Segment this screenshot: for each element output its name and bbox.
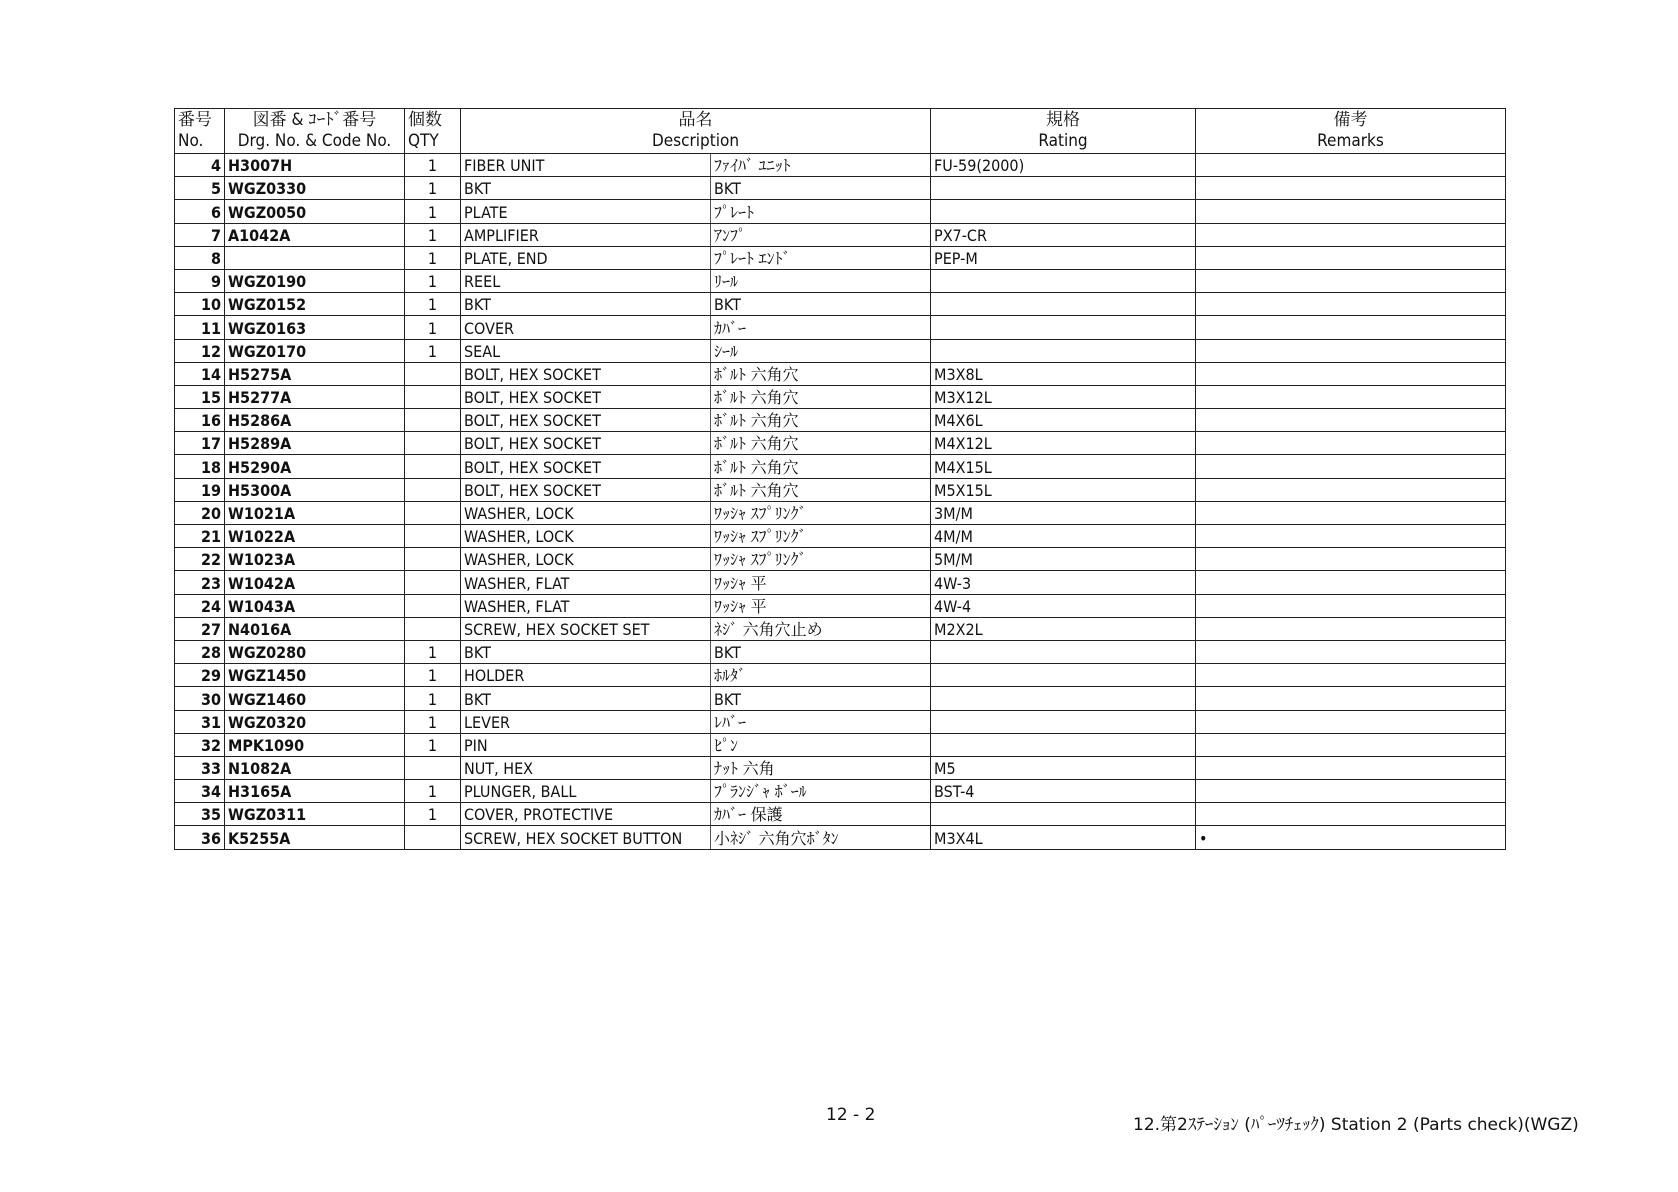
cell-description-jp: ﾎﾙﾀﾞ [711,664,931,687]
cell-description-jp: BKT [711,640,931,663]
cell-qty: 1 [405,710,461,733]
header-qty [405,109,461,154]
cell-rating: M4X12L [931,432,1196,455]
cell-description-en: COVER, PROTECTIVE [461,803,711,826]
cell-rating [931,803,1196,826]
cell-remarks [1196,780,1506,803]
cell-qty: 1 [405,154,461,177]
cell-no: 9 [175,269,225,292]
table-row [175,269,1506,292]
cell-description-jp: ﾜｯｼｬ 平 [711,594,931,617]
table-row [175,640,1506,663]
cell-qty: 1 [405,177,461,200]
cell-remarks [1196,594,1506,617]
cell-no: 5 [175,177,225,200]
cell-code: W1043A [225,594,405,617]
cell-description-en: SEAL [461,339,711,362]
cell-description-en: SCREW, HEX SOCKET SET [461,617,711,640]
cell-qty [405,385,461,408]
table-row [175,409,1506,432]
cell-code: H3007H [225,154,405,177]
header-remarks-jp: 備考 [1333,110,1368,130]
cell-description-jp: ｱﾝﾌﾟ [711,223,931,246]
cell-rating: PX7-CR [931,223,1196,246]
cell-qty [405,594,461,617]
cell-rating: FU-59(2000) [931,154,1196,177]
section-title: 12.第2ｽﾃｰｼｮﾝ (ﾊﾟｰﾂﾁｪｯｸ) Station 2 (Parts check)(WGZ) [1133,1115,1579,1135]
cell-remarks [1196,571,1506,594]
cell-rating [931,339,1196,362]
cell-code [225,246,405,269]
cell-description-en: REEL [461,269,711,292]
header-qty-en: QTY [408,131,439,151]
cell-description-en: BOLT, HEX SOCKET [461,362,711,385]
cell-no: 22 [175,548,225,571]
cell-qty: 1 [405,246,461,269]
cell-description-en: WASHER, FLAT [461,571,711,594]
cell-description-jp: ﾎﾞﾙﾄ 六角穴 [711,432,931,455]
table-row [175,223,1506,246]
parts-list-sheet [174,108,1506,850]
cell-qty: 1 [405,316,461,339]
cell-no: 19 [175,478,225,501]
table-row [175,293,1506,316]
table-row [175,617,1506,640]
cell-description-en: PLATE, END [461,246,711,269]
cell-no: 12 [175,339,225,362]
cell-description-jp: ﾈｼﾞ 六角穴止め [711,617,931,640]
cell-no: 24 [175,594,225,617]
cell-no: 10 [175,293,225,316]
cell-code: WGZ0330 [225,177,405,200]
cell-no: 15 [175,385,225,408]
cell-description-en: BOLT, HEX SOCKET [461,409,711,432]
cell-description-jp: ﾜｯｼｬ ｽﾌﾟﾘﾝｸﾞ [711,525,931,548]
cell-rating [931,293,1196,316]
cell-code: N1082A [225,756,405,779]
cell-remarks [1196,548,1506,571]
cell-code: H5300A [225,478,405,501]
cell-no: 28 [175,640,225,663]
cell-code: W1022A [225,525,405,548]
table-row [175,548,1506,571]
cell-description-jp: ﾌﾟﾚｰﾄ [711,200,931,223]
cell-rating [931,269,1196,292]
cell-rating: M5 [931,756,1196,779]
parts-table-body [175,154,1506,850]
table-header-row [175,109,1506,154]
table-row [175,803,1506,826]
cell-qty: 1 [405,339,461,362]
cell-rating: 4W-3 [931,571,1196,594]
table-row [175,455,1506,478]
cell-qty [405,548,461,571]
cell-description-en: WASHER, FLAT [461,594,711,617]
cell-code: N4016A [225,617,405,640]
table-row [175,177,1506,200]
cell-remarks [1196,293,1506,316]
cell-description-jp: ﾎﾞﾙﾄ 六角穴 [711,409,931,432]
cell-rating: 4M/M [931,525,1196,548]
cell-description-en: PLATE [461,200,711,223]
cell-remarks [1196,478,1506,501]
cell-remarks [1196,409,1506,432]
table-row [175,733,1506,756]
cell-description-en: NUT, HEX [461,756,711,779]
cell-remarks [1196,316,1506,339]
cell-description-en: FIBER UNIT [461,154,711,177]
cell-rating [931,177,1196,200]
cell-description-jp: ﾎﾞﾙﾄ 六角穴 [711,478,931,501]
cell-remarks [1196,501,1506,524]
cell-description-jp: 小ﾈｼﾞ 六角穴ﾎﾞﾀﾝ [711,826,931,849]
cell-rating [931,200,1196,223]
cell-code: WGZ0152 [225,293,405,316]
cell-description-jp: ﾎﾞﾙﾄ 六角穴 [711,362,931,385]
table-row [175,826,1506,849]
cell-description-jp: ﾎﾞﾙﾄ 六角穴 [711,455,931,478]
cell-description-jp: ﾜｯｼｬ ｽﾌﾟﾘﾝｸﾞ [711,548,931,571]
cell-description-jp: ﾌﾟﾚｰﾄ ｴﾝﾄﾞ [711,246,931,269]
cell-remarks [1196,339,1506,362]
cell-description-jp: ﾌｧｲﾊﾞ ﾕﾆｯﾄ [711,154,931,177]
table-row [175,478,1506,501]
cell-code: W1021A [225,501,405,524]
cell-remarks [1196,640,1506,663]
header-code-jp: 図番 & ｺｰﾄﾞ番号 [252,110,377,130]
cell-description-jp: ｶﾊﾞｰ 保護 [711,803,931,826]
table-row [175,710,1506,733]
cell-qty [405,478,461,501]
cell-no: 21 [175,525,225,548]
cell-no: 29 [175,664,225,687]
cell-qty: 1 [405,269,461,292]
header-no-jp: 番号 [178,110,212,130]
cell-remarks [1196,177,1506,200]
table-row [175,339,1506,362]
cell-remarks [1196,432,1506,455]
cell-rating [931,733,1196,756]
cell-rating: 3M/M [931,501,1196,524]
cell-description-en: SCREW, HEX SOCKET BUTTON [461,826,711,849]
cell-description-jp: BKT [711,687,931,710]
cell-description-en: PLUNGER, BALL [461,780,711,803]
cell-rating: M4X15L [931,455,1196,478]
cell-description-en: BKT [461,640,711,663]
table-row [175,501,1506,524]
cell-rating: M5X15L [931,478,1196,501]
cell-no: 34 [175,780,225,803]
cell-no: 36 [175,826,225,849]
cell-qty [405,501,461,524]
cell-qty: 1 [405,803,461,826]
cell-remarks [1196,455,1506,478]
cell-remarks [1196,385,1506,408]
cell-description-en: LEVER [461,710,711,733]
cell-code: MPK1090 [225,733,405,756]
cell-no: 11 [175,316,225,339]
cell-description-en: COVER [461,316,711,339]
cell-no: 31 [175,710,225,733]
cell-code: WGZ0170 [225,339,405,362]
table-row [175,362,1506,385]
cell-rating: 5M/M [931,548,1196,571]
cell-description-jp: ﾘｰﾙ [711,269,931,292]
cell-description-jp: ﾜｯｼｬ ｽﾌﾟﾘﾝｸﾞ [711,501,931,524]
cell-qty [405,362,461,385]
table-row [175,780,1506,803]
cell-code: W1042A [225,571,405,594]
cell-no: 4 [175,154,225,177]
cell-description-en: BOLT, HEX SOCKET [461,478,711,501]
cell-qty [405,409,461,432]
cell-qty: 1 [405,293,461,316]
cell-remarks [1196,525,1506,548]
cell-description-en: BOLT, HEX SOCKET [461,385,711,408]
table-row [175,385,1506,408]
header-no [175,109,225,154]
cell-description-jp: ﾌﾟﾗﾝｼﾞｬ ﾎﾞｰﾙ [711,780,931,803]
cell-description-jp: ｼｰﾙ [711,339,931,362]
cell-description-en: WASHER, LOCK [461,501,711,524]
header-rating-en: Rating [1038,131,1088,151]
cell-rating: M2X2L [931,617,1196,640]
cell-description-jp: ﾜｯｼｬ 平 [711,571,931,594]
cell-description-en: HOLDER [461,664,711,687]
cell-no: 8 [175,246,225,269]
cell-remarks [1196,687,1506,710]
cell-no: 6 [175,200,225,223]
cell-code: K5255A [225,826,405,849]
cell-rating [931,664,1196,687]
table-row [175,154,1506,177]
cell-code: H5290A [225,455,405,478]
cell-code: H5275A [225,362,405,385]
cell-description-en: AMPLIFIER [461,223,711,246]
cell-remarks [1196,223,1506,246]
cell-rating [931,316,1196,339]
cell-qty [405,455,461,478]
cell-remarks [1196,246,1506,269]
cell-description-jp: ﾎﾞﾙﾄ 六角穴 [711,385,931,408]
header-description [461,109,931,154]
cell-description-en: BOLT, HEX SOCKET [461,455,711,478]
cell-qty [405,617,461,640]
cell-remarks [1196,362,1506,385]
cell-description-en: BKT [461,687,711,710]
cell-code: WGZ0190 [225,269,405,292]
cell-remarks [1196,733,1506,756]
table-row [175,246,1506,269]
cell-rating: M3X12L [931,385,1196,408]
cell-remarks [1196,756,1506,779]
header-remarks [1196,109,1506,154]
table-row [175,756,1506,779]
cell-code: W1023A [225,548,405,571]
cell-no: 35 [175,803,225,826]
cell-description-jp: ﾋﾟﾝ [711,733,931,756]
cell-remarks [1196,269,1506,292]
cell-code: H5289A [225,432,405,455]
cell-qty: 1 [405,640,461,663]
cell-code: WGZ0311 [225,803,405,826]
cell-description-jp: BKT [711,293,931,316]
cell-qty: 1 [405,200,461,223]
table-row [175,200,1506,223]
cell-remarks [1196,803,1506,826]
cell-qty [405,432,461,455]
cell-remarks [1196,664,1506,687]
cell-qty [405,571,461,594]
header-rating [931,109,1196,154]
parts-table [174,108,1506,850]
header-rating-jp: 規格 [1046,110,1081,130]
cell-remarks: • [1196,826,1506,849]
cell-rating: BST-4 [931,780,1196,803]
cell-description-en: BOLT, HEX SOCKET [461,432,711,455]
cell-description-en: PIN [461,733,711,756]
cell-qty: 1 [405,780,461,803]
cell-no: 17 [175,432,225,455]
header-code-en: Drg. No. & Code No. [237,131,392,151]
cell-no: 23 [175,571,225,594]
header-desc-jp: 品名 [678,110,713,130]
table-row [175,664,1506,687]
cell-description-jp: ﾚﾊﾞｰ [711,710,931,733]
cell-rating: M3X4L [931,826,1196,849]
cell-rating [931,687,1196,710]
cell-description-en: WASHER, LOCK [461,548,711,571]
cell-rating: M4X6L [931,409,1196,432]
cell-no: 16 [175,409,225,432]
cell-no: 18 [175,455,225,478]
cell-no: 32 [175,733,225,756]
cell-no: 20 [175,501,225,524]
cell-code: WGZ1460 [225,687,405,710]
header-code [225,109,405,154]
page-number: 12 - 2 [826,1105,876,1125]
table-row [175,432,1506,455]
cell-qty [405,756,461,779]
cell-no: 7 [175,223,225,246]
cell-description-en: BKT [461,177,711,200]
cell-no: 33 [175,756,225,779]
cell-rating: 4W-4 [931,594,1196,617]
table-row [175,594,1506,617]
cell-code: H5286A [225,409,405,432]
cell-remarks [1196,710,1506,733]
cell-description-jp: ﾅｯﾄ 六角 [711,756,931,779]
cell-description-en: WASHER, LOCK [461,525,711,548]
cell-no: 30 [175,687,225,710]
table-row [175,525,1506,548]
cell-code: H3165A [225,780,405,803]
header-remarks-en: Remarks [1317,131,1384,151]
cell-code: WGZ0320 [225,710,405,733]
cell-rating: M3X8L [931,362,1196,385]
cell-remarks [1196,154,1506,177]
table-row [175,571,1506,594]
cell-code: WGZ0280 [225,640,405,663]
cell-code: WGZ1450 [225,664,405,687]
cell-code: H5277A [225,385,405,408]
cell-rating [931,640,1196,663]
cell-qty: 1 [405,687,461,710]
cell-description-en: BKT [461,293,711,316]
table-row [175,687,1506,710]
cell-description-jp: BKT [711,177,931,200]
cell-qty: 1 [405,664,461,687]
cell-qty: 1 [405,223,461,246]
cell-no: 27 [175,617,225,640]
cell-code: WGZ0163 [225,316,405,339]
header-no-en: No. [178,131,204,151]
cell-rating: PEP-M [931,246,1196,269]
cell-code: WGZ0050 [225,200,405,223]
cell-qty: 1 [405,733,461,756]
cell-remarks [1196,200,1506,223]
table-row [175,316,1506,339]
cell-description-jp: ｶﾊﾞｰ [711,316,931,339]
cell-qty [405,826,461,849]
cell-no: 14 [175,362,225,385]
header-qty-jp: 個数 [408,110,442,130]
cell-qty [405,525,461,548]
cell-code: A1042A [225,223,405,246]
cell-remarks [1196,617,1506,640]
cell-rating [931,710,1196,733]
header-desc-en: Description [651,131,740,151]
